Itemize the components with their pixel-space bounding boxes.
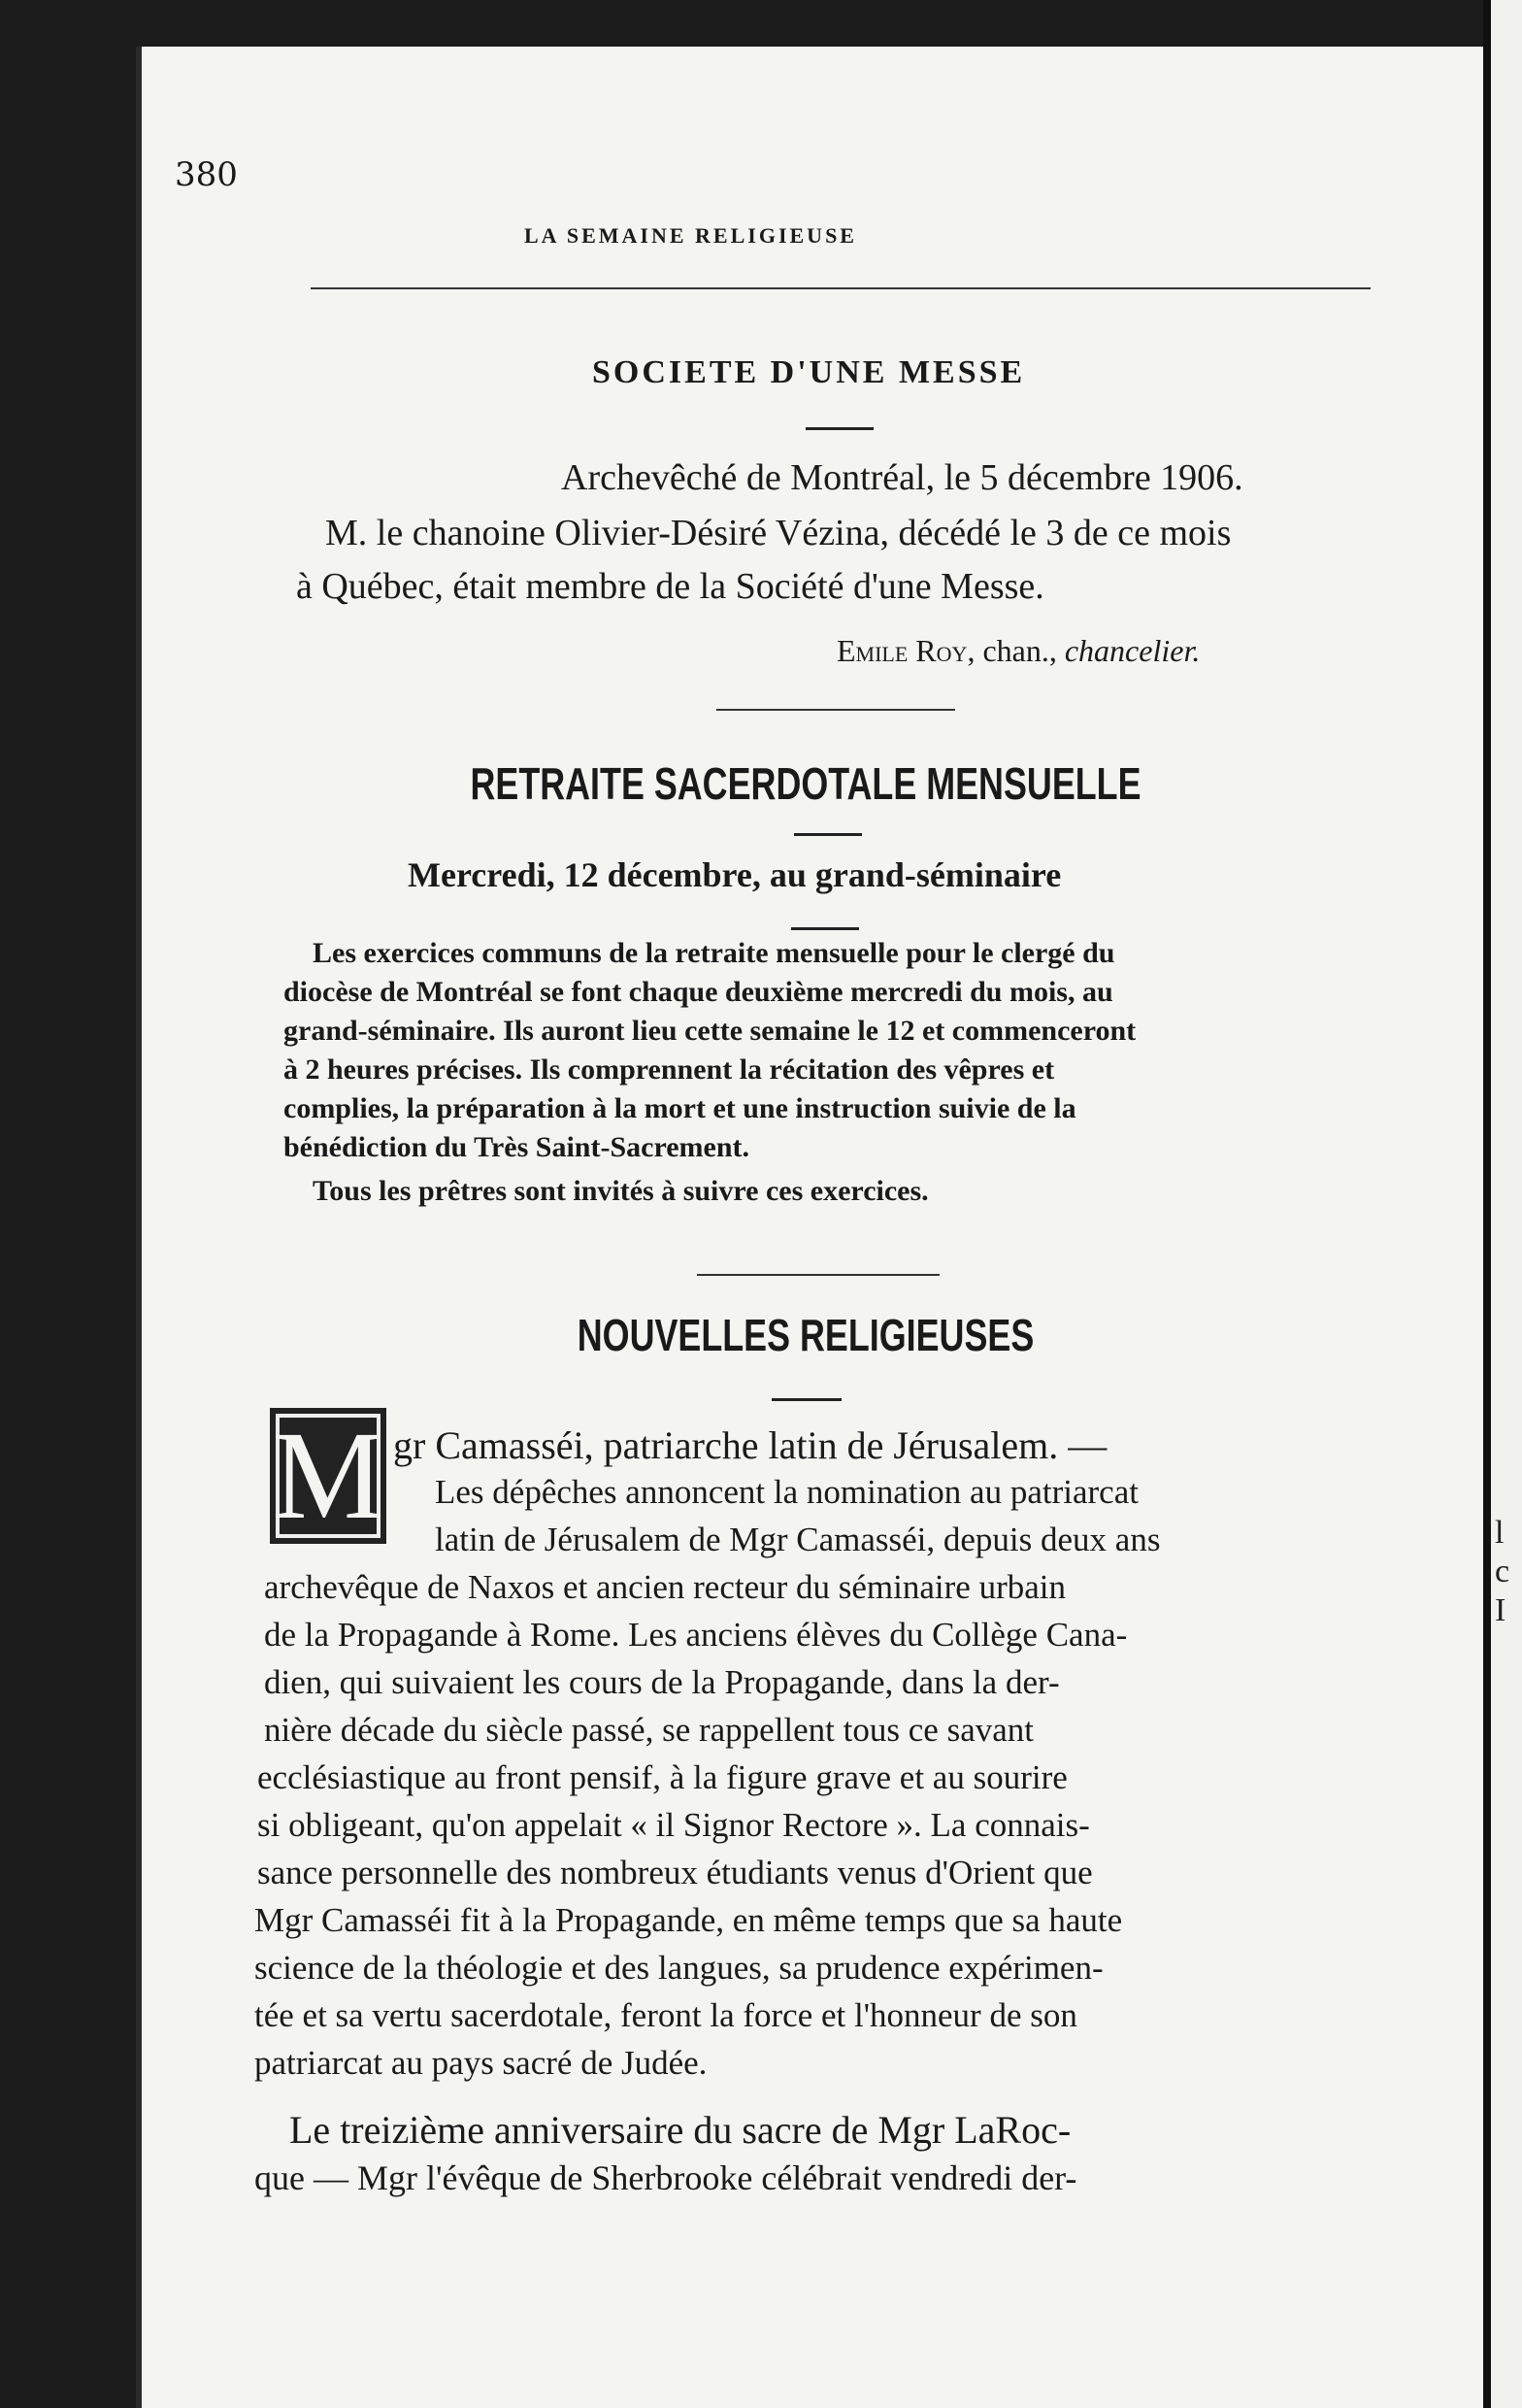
body-line: archevêque de Naxos et ancien recteur du séminaire urbain <box>264 1568 1066 1606</box>
body-line: à Québec, était membre de la Société d'une Messe. <box>296 566 1044 607</box>
body-line: diocèse de Montréal se font chaque deuxième mercredi du mois, au <box>283 976 1113 1008</box>
body-line: que — Mgr l'évêque de Sherbrooke célébrait vendredi der- <box>254 2158 1077 2197</box>
body-line: ecclésiastique au front pensif, à la figure grave et au sourire <box>257 1758 1068 1796</box>
body-line: patriarcat au pays sacré de Judée. <box>254 2044 708 2082</box>
signature <box>837 633 1200 669</box>
body-line: Le treizième anniversaire du sacre de Mgr LaRoc- <box>289 2108 1072 2152</box>
signature-role: chancelier. <box>1064 633 1201 668</box>
adjacent-page-letter: I <box>1495 1592 1506 1628</box>
dropcap-initial: M <box>270 1408 386 1544</box>
page-number: 380 <box>175 155 238 194</box>
section-divider <box>697 1274 940 1276</box>
body-line: Mgr Camasséi fit à la Propagande, en même temps que sa haute <box>254 1901 1123 1939</box>
section-divider <box>716 709 955 711</box>
body-line: Les dépêches annoncent la nomination au patriarcat <box>435 1473 1139 1511</box>
body-line: tée et sa vertu sacerdotale, feront la force et l'honneur de son <box>254 1996 1077 2034</box>
subtitle-rule <box>791 927 859 930</box>
adjacent-page-edge <box>1483 0 1522 2408</box>
section-title-nouvelles: NOUVELLES RELIGIEUSES <box>577 1310 1035 1360</box>
section-subtitle: Mercredi, 12 décembre, au grand-séminaire <box>408 855 1062 894</box>
body-line: dien, qui suivaient les cours de la Propagande, dans la der- <box>264 1663 1060 1701</box>
adjacent-page-letter: c <box>1495 1554 1510 1589</box>
header-rule <box>311 287 1371 289</box>
body-line: à 2 heures précises. Ils comprennent la récitation des vêpres et <box>283 1054 1055 1086</box>
title-rule <box>794 833 862 836</box>
title-rule <box>806 427 874 430</box>
body-line: grand-séminaire. Ils auront lieu cette semaine le 12 et commenceront <box>283 1015 1137 1047</box>
body-line: M. le chanoine Olivier-Désiré Vézina, décédé le 3 de ce mois <box>325 513 1232 553</box>
dateline: Archevêché de Montréal, le 5 décembre 1906. <box>561 457 1243 498</box>
body-line: Les exercices communs de la retraite mensuelle pour le clergé du <box>313 937 1115 969</box>
body-line: sance personnelle des nombreux étudiants venus d'Orient que <box>257 1854 1093 1891</box>
body-line: bénédiction du Très Saint-Sacrement. <box>283 1131 750 1163</box>
title-rule <box>772 1398 842 1401</box>
body-line: nière décade du siècle passé, se rappellent tous ce savant <box>264 1711 1034 1749</box>
section-title-retraite: RETRAITE SACERDOTALE MENSUELLE <box>470 758 1142 809</box>
body-line: complies, la préparation à la mort et une instruction suivie de la <box>283 1092 1076 1124</box>
signature-name: Emile Roy <box>837 633 968 668</box>
section-title-societe: SOCIETE D'UNE MESSE <box>592 354 1026 390</box>
body-line: latin de Jérusalem de Mgr Camasséi, depuis deux ans <box>435 1521 1161 1558</box>
body-line: gr Camasséi, patriarche latin de Jérusalem. — <box>393 1423 1108 1467</box>
signature-rest: , chan., <box>967 633 1065 668</box>
running-title: LA SEMAINE RELIGIEUSE <box>524 223 857 248</box>
body-line: Tous les prêtres sont invités à suivre ces exercices. <box>313 1175 929 1207</box>
body-line: si obligeant, qu'on appelait « il Signor Rectore ». La connais- <box>257 1806 1090 1844</box>
body-line: science de la théologie et des langues, sa prudence expérimen- <box>254 1949 1104 1987</box>
body-line: de la Propagande à Rome. Les anciens élèves du Collège Cana- <box>264 1616 1128 1654</box>
adjacent-page-letter: l <box>1495 1515 1505 1551</box>
